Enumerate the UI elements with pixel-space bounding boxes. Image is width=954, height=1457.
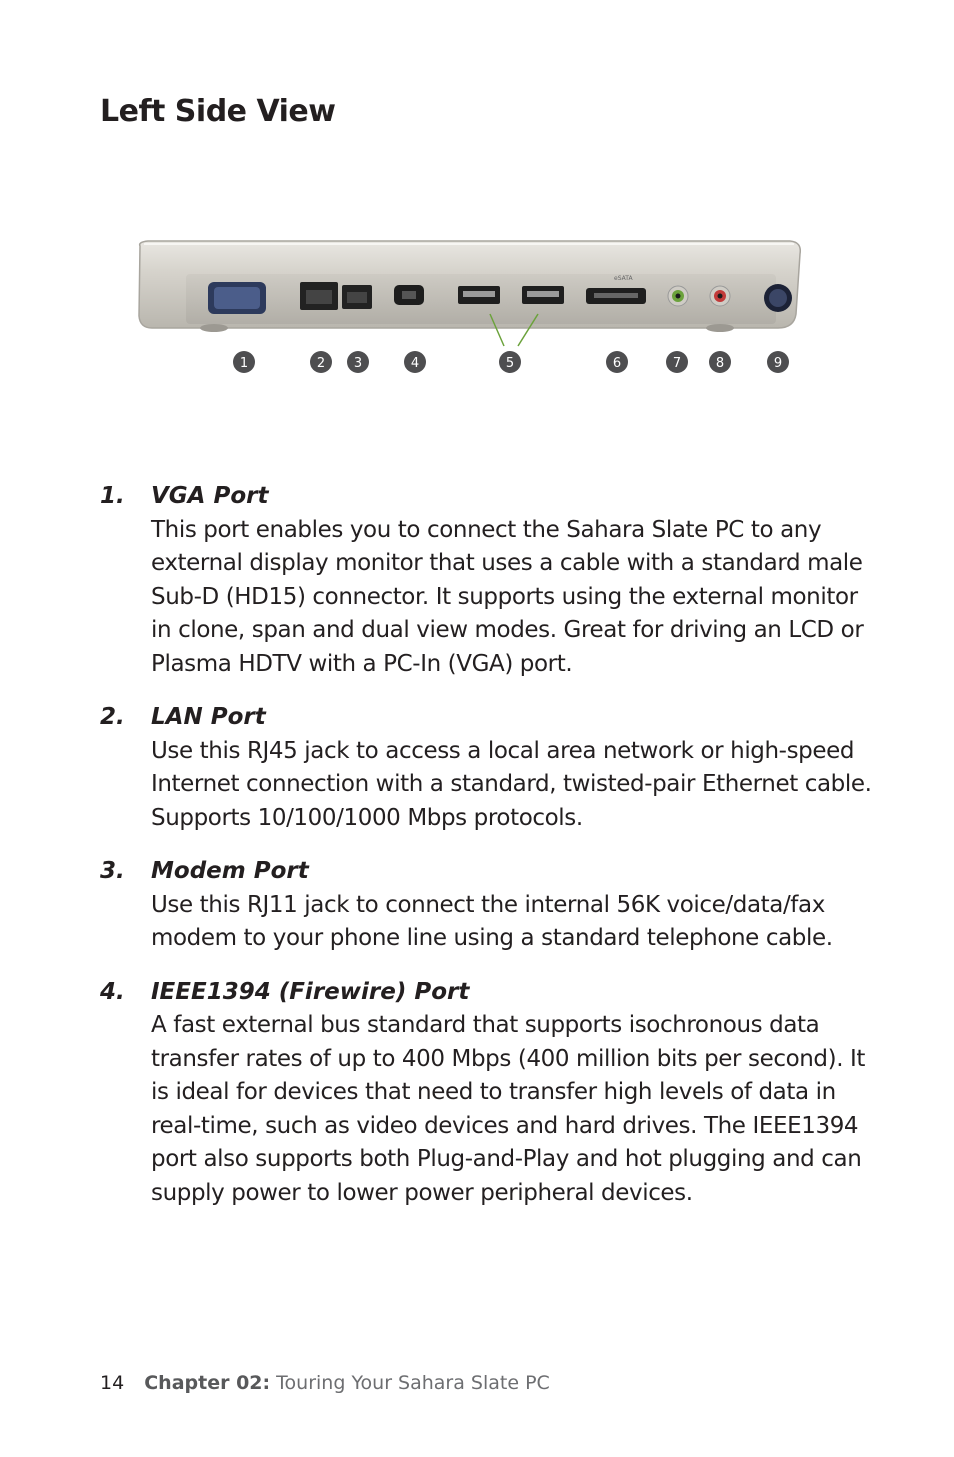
list-item bbox=[100, 701, 880, 835]
item-number: 4. bbox=[100, 978, 125, 1005]
chapter-label: Chapter 02: bbox=[144, 1372, 271, 1394]
page-number: 14 bbox=[100, 1372, 125, 1394]
callout-number: 5 bbox=[505, 356, 515, 371]
esata-label: eSATA bbox=[614, 275, 633, 282]
item-title: Modem Port bbox=[151, 858, 309, 884]
item-description: This port enables you to connect the Sahara Slate PC to any external display monitor that uses a cable with a standard male Sub-D (HD15) connector. It supports using the external monitor in clone, span and dual view modes. Great for driving an LCD or Plasma HDTV with a PC-In (VGA) port. bbox=[151, 516, 864, 677]
list-item bbox=[100, 855, 880, 956]
callout-number: 8 bbox=[715, 356, 725, 371]
port-list bbox=[100, 480, 880, 1230]
list-item bbox=[100, 480, 880, 681]
callout-number: 6 bbox=[612, 356, 622, 371]
callout-number: 4 bbox=[410, 356, 420, 371]
callout-number: 2 bbox=[316, 356, 326, 371]
item-description: Use this RJ11 jack to connect the internal 56K voice/data/fax modem to your phone line using a standard telephone cable. bbox=[151, 891, 833, 951]
callout-number: 9 bbox=[773, 356, 783, 371]
item-title: IEEE1394 (Firewire) Port bbox=[151, 978, 470, 1005]
callout-number: 3 bbox=[353, 356, 363, 371]
item-description: Use this RJ45 jack to access a local area network or high-speed Internet connection with a standard, twisted-pair Ethernet cable. Supports 10/100/1000 Mbps protocols. bbox=[151, 737, 872, 831]
chapter-title: Touring Your Sahara Slate PC bbox=[276, 1372, 550, 1394]
laptop-left-side-image bbox=[130, 232, 810, 382]
page-title: Left Side View bbox=[100, 94, 336, 129]
item-title: LAN Port bbox=[151, 704, 266, 730]
item-number: 3. bbox=[100, 858, 125, 884]
list-item bbox=[100, 976, 880, 1211]
callout-number: 1 bbox=[239, 356, 249, 371]
item-number: 2. bbox=[100, 704, 125, 730]
page-footer bbox=[100, 1372, 550, 1394]
item-description: A fast external bus standard that supports isochronous data transfer rates of up to 400 Mbps (400 million bits per second). It is ideal for devices that need to transfer high levels of data in real-time, such as video devices and hard drives. The IEEE1394 port also supports both Plug-and-Play and hot plugging and can supply power to lower power peripheral devices. bbox=[151, 1012, 866, 1206]
item-title: VGA Port bbox=[151, 483, 269, 509]
item-number: 1. bbox=[100, 483, 125, 509]
callout-number: 7 bbox=[672, 356, 682, 371]
